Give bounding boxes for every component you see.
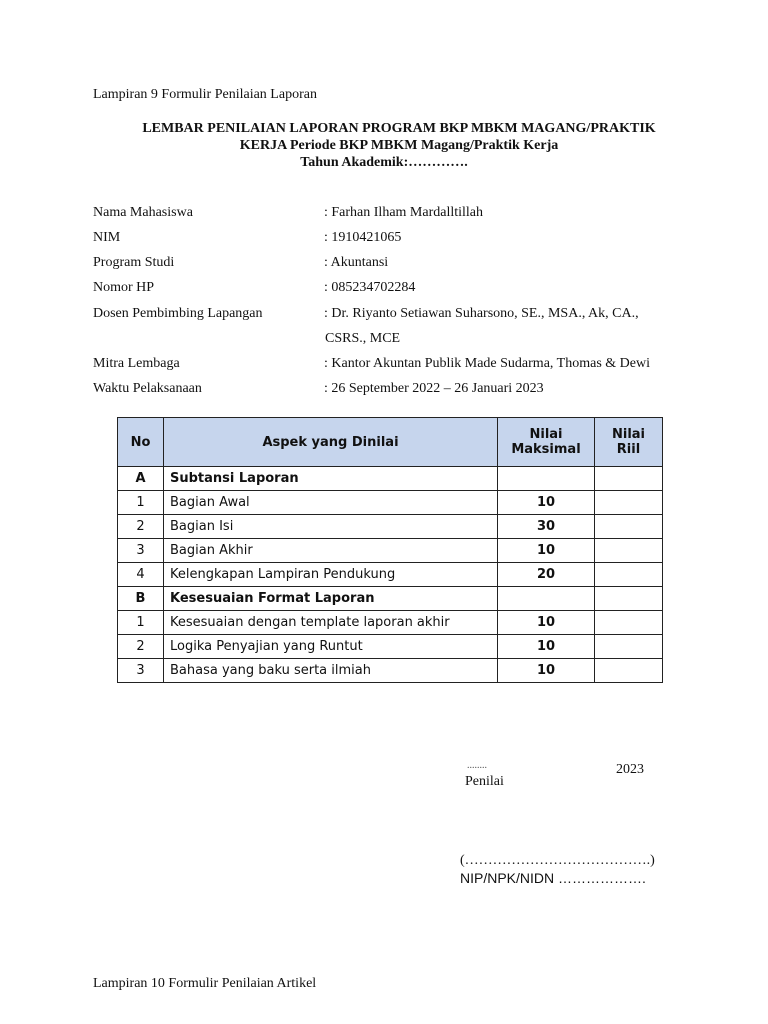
cell-maks: 30 <box>498 515 595 539</box>
table-row-section-a <box>118 467 663 491</box>
info-value: : Farhan Ilham Mardalltillah <box>324 205 484 220</box>
info-label: Program Studi <box>93 255 175 270</box>
cell-riil[interactable] <box>595 587 663 611</box>
cell-riil[interactable] <box>595 515 663 539</box>
cell-maks: 10 <box>498 539 595 563</box>
cell-aspek: Bagian Awal <box>164 491 498 515</box>
table-row <box>118 635 663 659</box>
form-title-line2: KERJA Periode BKP MBKM Magang/Praktik Kerja <box>239 138 559 153</box>
table-row <box>118 491 663 515</box>
header-nilai-maksimal: Nilai Maksimal <box>498 418 595 467</box>
table-row <box>118 563 663 587</box>
cell-aspek: Bahasa yang baku serta ilmiah <box>164 659 498 683</box>
info-label: Nomor HP <box>93 280 155 295</box>
lampiran-9-heading: Lampiran 9 Formulir Penilaian Laporan <box>93 87 317 102</box>
date-placeholder-dots: ........ <box>467 760 487 771</box>
header-aspek: Aspek yang Dinilai <box>164 418 498 467</box>
cell-riil[interactable] <box>595 659 663 683</box>
cell-aspek: Bagian Akhir <box>164 539 498 563</box>
info-value: : Kantor Akuntan Publik Made Sudarma, Thomas & Dewi <box>324 356 650 371</box>
header-no: No <box>118 418 164 467</box>
cell-no: B <box>118 587 164 611</box>
cell-no: 2 <box>118 635 164 659</box>
info-label: Nama Mahasiswa <box>93 205 193 220</box>
lampiran-10-heading: Lampiran 10 Formulir Penilaian Artikel <box>93 976 317 991</box>
cell-aspek: Subtansi Laporan <box>164 467 498 491</box>
cell-maks: 10 <box>498 635 595 659</box>
cell-maks: 10 <box>498 491 595 515</box>
info-label: Dosen Pembimbing Lapangan <box>93 306 263 321</box>
cell-maks: 10 <box>498 611 595 635</box>
info-value: : Akuntansi <box>324 255 389 270</box>
cell-no: 4 <box>118 563 164 587</box>
info-value: : 26 September 2022 – 26 Januari 2023 <box>324 381 544 396</box>
cell-no: 1 <box>118 611 164 635</box>
cell-maks <box>498 587 595 611</box>
cell-riil[interactable] <box>595 491 663 515</box>
signature-year: 2023 <box>616 762 644 777</box>
signature-line: (………………………………….) <box>460 853 655 868</box>
cell-aspek: Kesesuaian dengan template laporan akhir <box>164 611 498 635</box>
cell-maks: 20 <box>498 563 595 587</box>
cell-riil[interactable] <box>595 539 663 563</box>
assessment-table <box>117 417 663 683</box>
cell-riil[interactable] <box>595 635 663 659</box>
table-row <box>118 515 663 539</box>
table-header-row <box>118 418 663 467</box>
info-label: Waktu Pelaksanaan <box>93 381 202 396</box>
cell-aspek: Bagian Isi <box>164 515 498 539</box>
cell-no: 1 <box>118 491 164 515</box>
cell-aspek: Logika Penyajian yang Runtut <box>164 635 498 659</box>
table-row <box>118 659 663 683</box>
nip-line: NIP/NPK/NIDN ………………. <box>460 870 646 886</box>
cell-no: 2 <box>118 515 164 539</box>
table-row <box>118 611 663 635</box>
info-value: : 1910421065 <box>324 230 402 245</box>
cell-maks: 10 <box>498 659 595 683</box>
table-row-section-b <box>118 587 663 611</box>
cell-riil[interactable] <box>595 611 663 635</box>
cell-aspek: Kelengkapan Lampiran Pendukung <box>164 563 498 587</box>
table-row <box>118 539 663 563</box>
cell-riil[interactable] <box>595 467 663 491</box>
cell-riil[interactable] <box>595 563 663 587</box>
cell-no: 3 <box>118 539 164 563</box>
info-value: : Dr. Riyanto Setiawan Suharsono, SE., MSA., Ak, CA., <box>324 306 639 321</box>
academic-year-line: Tahun Akademik:…………. <box>300 155 468 170</box>
info-label: NIM <box>93 230 121 245</box>
cell-aspek: Kesesuaian Format Laporan <box>164 587 498 611</box>
info-label: Mitra Lembaga <box>93 356 180 371</box>
header-nilai-riil: Nilai Riil <box>595 418 663 467</box>
form-title-line1: LEMBAR PENILAIAN LAPORAN PROGRAM BKP MBKM MAGANG/PRAKTIK <box>142 121 656 136</box>
penilai-label: Penilai <box>465 774 504 789</box>
info-value: : 085234702284 <box>324 280 416 295</box>
info-value-continued: CSRS., MCE <box>325 331 401 346</box>
cell-no: A <box>118 467 164 491</box>
cell-no: 3 <box>118 659 164 683</box>
cell-maks <box>498 467 595 491</box>
